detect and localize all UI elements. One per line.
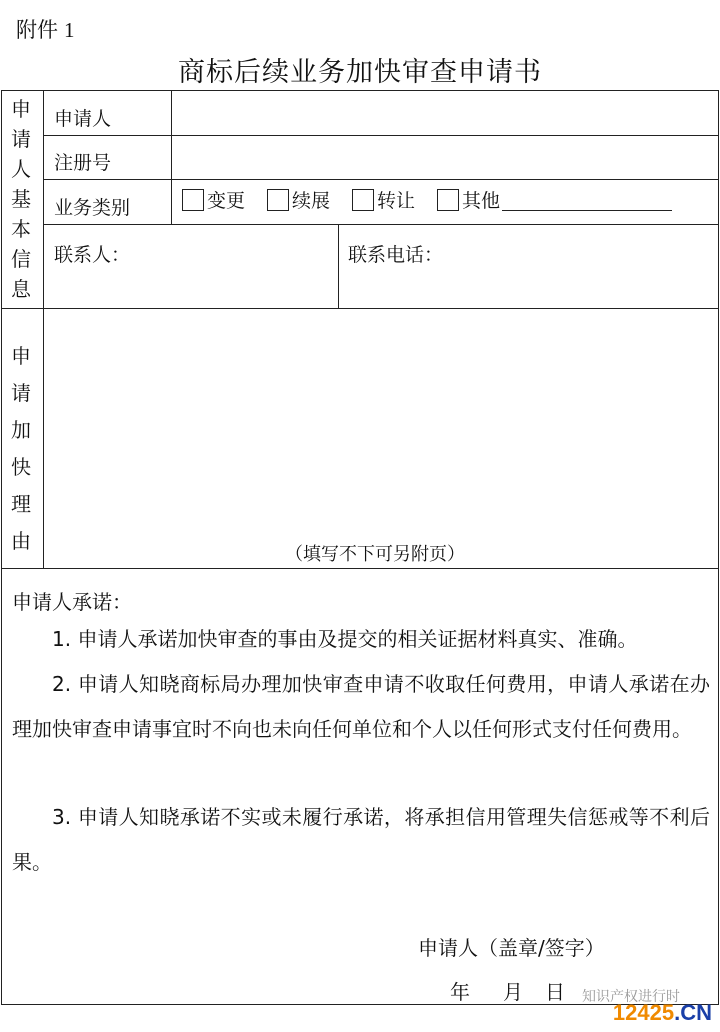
contact-phone-label: 联系电话： [348,244,444,266]
option-change[interactable]: 变更 [182,186,245,213]
commitment-item-2: 2. 申请人知晓商标局办理加快审查申请不收取任何费用，申请人承诺在办理加快审查申请事宜时不向也未向任何单位和个人以任何形式支付任何费用。 [12,672,710,741]
option-transfer[interactable]: 转让 [352,186,415,213]
watermark-text: 知识产权进行时 [582,989,680,1005]
section-label-reason: 申 请 加 快 理 由 [11,344,31,553]
date-day: 日 [545,980,565,1004]
checkbox-icon[interactable] [267,189,289,211]
row-divider-2 [43,179,719,180]
row-divider-5 [1,568,719,569]
commitment-item-3: 3. 申请人知晓承诺不实或未履行承诺，将承担信用管理失信惩戒等不利后果。 [12,805,710,874]
row-divider-3 [43,224,719,225]
checkbox-icon[interactable] [437,189,459,211]
reason-note: （填写不下可另附页） [285,544,465,565]
form-title: 商标后续业务加快审查申请书 [178,57,542,88]
checkbox-icon[interactable] [182,189,204,211]
option-other[interactable]: 其他 [437,186,672,213]
applicant-label: 申请人 [54,108,112,130]
attachment-label: 附件 1 [16,18,75,42]
column-divider-left [43,90,44,568]
business-type-label: 业务类别 [54,197,131,219]
date-year: 年 [450,980,470,1004]
site-logo: 12425.CN [612,1000,712,1025]
checkbox-icon[interactable] [352,189,374,211]
column-divider-contact [338,224,339,308]
business-type-options [182,186,694,213]
commitment-title: 申请人承诺： [12,590,132,614]
row-divider-4 [1,308,719,309]
signature-label: 申请人（盖章/签字） [418,936,605,960]
column-divider-label [171,90,172,224]
table-border-top [1,90,719,91]
other-fill-line[interactable] [502,188,672,211]
registration-number-label: 注册号 [54,152,112,174]
row-divider-1 [43,135,719,136]
commitment-item-1: 1. 申请人承诺加快审查的事由及提交的相关证据材料真实、准确。 [52,627,638,651]
section-label-applicant-info: 申 请 人 基 本 信 息 [11,97,31,301]
date-month: 月 [503,980,523,1004]
attachment-number: 1 [64,18,75,42]
option-renewal[interactable]: 续展 [267,186,330,213]
contact-person-label: 联系人： [54,244,131,266]
